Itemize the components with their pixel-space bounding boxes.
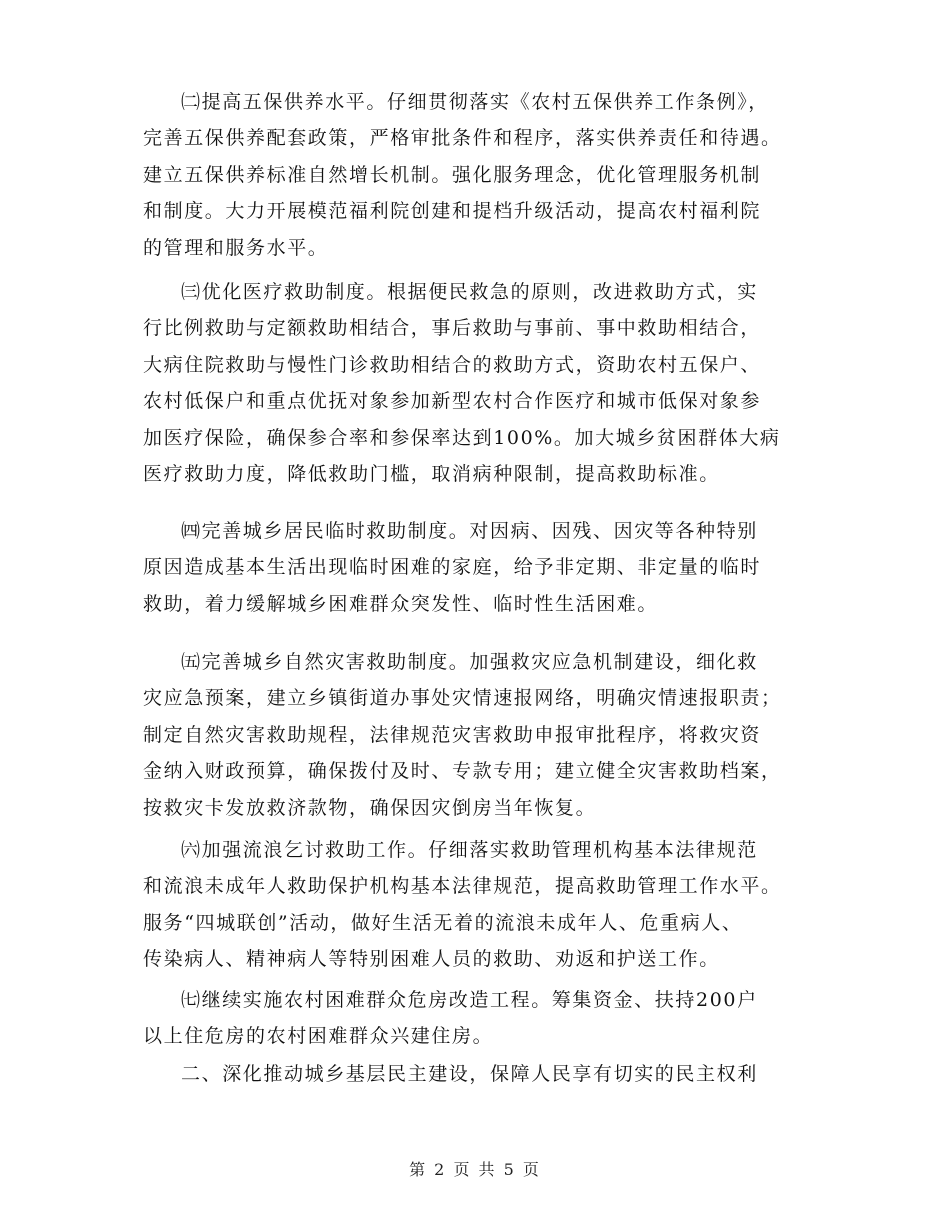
text-line: 传染病人、精神病人等特别困难人员的救助、劝返和护送工作。 — [143, 948, 720, 971]
text-line: 的管理和服务水平。 — [143, 236, 329, 259]
text-line: 二、深化推动城乡基层民主建设，保障人民享有切实的民主权利 — [181, 1063, 758, 1085]
text-line: 建立五保供养标准自然增长机制。强化服务理念，优化管理服务机制 — [143, 163, 762, 186]
paragraph — [143, 832, 808, 978]
paragraph — [143, 513, 808, 622]
text-line: ㈡提高五保供养水平。仔细贯彻落实《农村五保供养工作条例》， — [181, 91, 769, 113]
text-line: 加医疗保险，确保参合率和参保率达到100%。加大城乡贫困群体大病 — [143, 426, 781, 449]
text-line: 行比例救助与定额救助相结合，事后救助与事前、事中救助相结合， — [143, 317, 762, 340]
text-line: 和流浪未成年人救助保护机构基本法律规范，提高救助管理工作水平。 — [143, 875, 782, 898]
text-line: 按救灾卡发放救济款物，确保因灾倒房当年恢复。 — [143, 796, 597, 819]
text-line: 大病住院救助与慢性门诊救助相结合的救助方式，资助农村五保户、 — [143, 353, 762, 376]
text-line: 完善五保供养配套政策，严格审批条件和程序，落实供养责任和待遇。 — [143, 127, 782, 150]
paragraph — [143, 644, 808, 826]
text-line: 制定自然灾害救助规程，法律规范灾害救助申报审批程序，将救灾资 — [143, 723, 762, 746]
paragraph — [143, 84, 808, 266]
paragraph — [143, 982, 808, 1055]
text-line: 农村低保户和重点优抚对象参加新型农村合作医疗和城市低保对象参 — [143, 390, 762, 413]
page-footer: 第 2 页 共 5 页 — [409, 1160, 541, 1179]
text-line: 原因造成基本生活出现临时困难的家庭，给予非定期、非定量的临时 — [143, 556, 762, 579]
text-line: 救助，着力缓解城乡困难群众突发性、临时性生活困难。 — [143, 592, 659, 615]
text-line: ㈥加强流浪乞讨救助工作。仔细落实救助管理机构基本法律规范 — [181, 839, 758, 861]
text-line: 以上住危房的农村困难群众兴建住房。 — [143, 1025, 494, 1048]
paragraph — [143, 1056, 808, 1092]
text-line: ㈦继续实施农村困难群众危房改造工程。筹集资金、扶持200户 — [181, 989, 758, 1011]
text-line: ㈤完善城乡自然灾害救助制度。加强救灾应急机制建设，细化救 — [181, 651, 758, 673]
text-line: ㈢优化医疗救助制度。根据便民救急的原则，改进救助方式，实 — [181, 281, 758, 303]
text-line: 医疗救助力度，降低救助门槛，取消病种限制，提高救助标准。 — [143, 463, 720, 486]
paragraph — [143, 274, 808, 492]
text-line: 金纳入财政预算，确保拨付及时、专款专用；建立健全灾害救助档案， — [143, 760, 782, 783]
text-line: 和制度。大力开展模范福利院创建和提档升级活动，提高农村福利院 — [143, 200, 762, 223]
text-line: 灾应急预案，建立乡镇街道办事处灾情速报网络，明确灾情速报职责； — [143, 687, 782, 710]
text-line: ㈣完善城乡居民临时救助制度。对因病、因残、因灾等各种特别 — [181, 520, 758, 542]
text-line: 服务“四城联创”活动，做好生活无着的流浪未成年人、危重病人、 — [143, 911, 743, 934]
